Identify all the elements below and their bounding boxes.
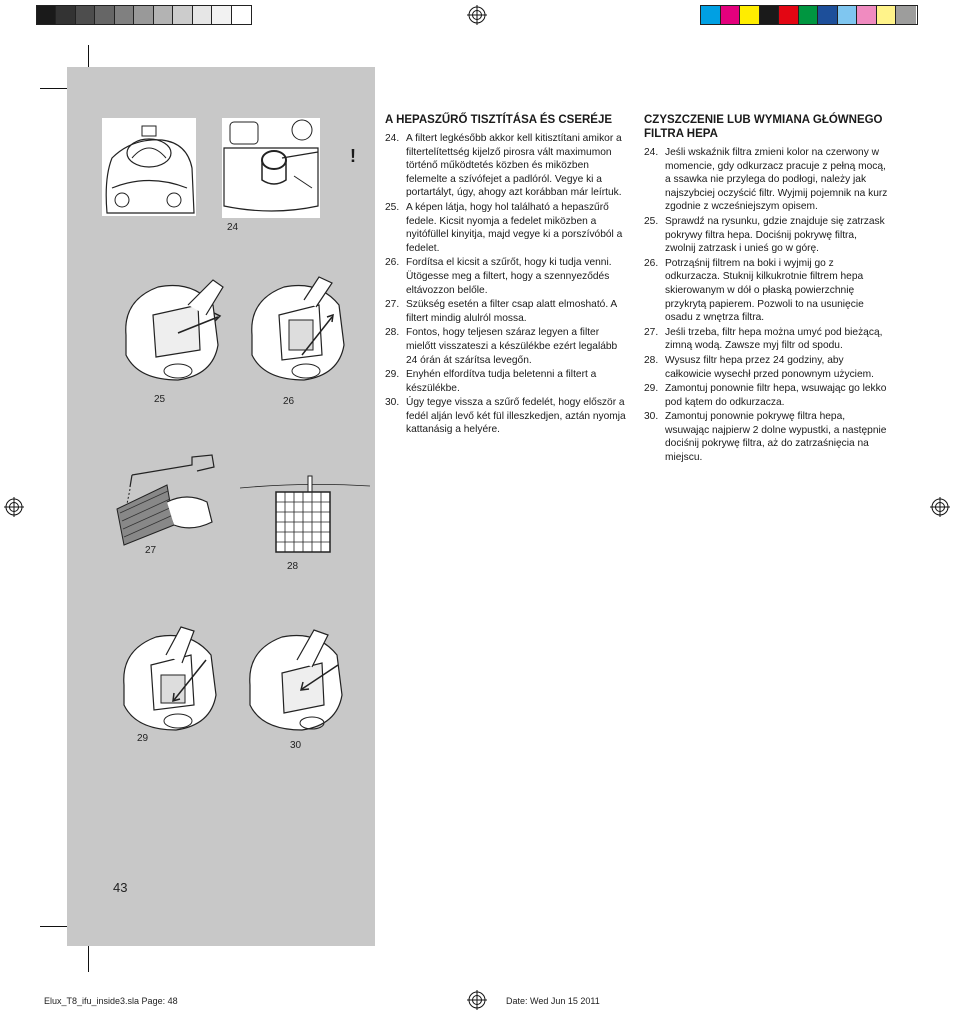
polish-column [644, 113, 888, 466]
list-item [644, 215, 888, 256]
step-number: 25. [644, 215, 659, 227]
gray-swatch [95, 6, 114, 24]
step-text: Enyhén elfordítva tudja beletenni a filtert a készülékbe. [406, 369, 597, 394]
list-item [385, 132, 629, 200]
step-text: A képen látja, hogy hol található a hepaszűrő fedele. Kicsit nyomja a fedelet miközben a nyitófüllel kinyitja, majd vegye ki a porszívóból a fedelet. [406, 201, 623, 254]
step-number: 27. [644, 326, 659, 338]
list-item [385, 298, 629, 325]
step-number: 24. [644, 147, 659, 158]
figure-label: 28 [287, 561, 299, 572]
step-number: 26. [385, 257, 400, 269]
step-text: Jeśli trzeba, filtr hepa można umyć pod bieżącą, zimną wodą. Zawsze myj filtr od spodu. [665, 326, 883, 352]
list-item [644, 382, 888, 409]
step-text: Potrząśnij filtrem na boki i wyjmij go z odkurzacza. Stuknij kilkukrotnie filtrem hepa skierowanym w dół o płaską powierzchnię przykrytą papierem. Pozwoli to na usunięcie osadu z wnętrza filtra. [665, 257, 864, 324]
color-swatch [721, 6, 741, 24]
list-item [644, 354, 888, 381]
registration-mark-left [4, 497, 24, 517]
step-text: Fordítsa el kicsit a szűrőt, hogy ki tudja venni. Ütögesse meg a filtert, hogy a szennyeződés eltávozzon belőle. [406, 257, 612, 296]
process-color-bar [700, 5, 918, 25]
color-swatch [760, 6, 780, 24]
figure-27-illustration [112, 447, 222, 547]
color-swatch [877, 6, 897, 24]
file-slug: Elux_T8_ifu_inside3.sla Page: 48 [44, 996, 178, 1006]
step-text: Jeśli wskaźnik filtra zmieni kolor na czerwony w momencie, gdy odkurzacz pracuje z pełną mocą, a ssawka nie przylega do podłogi, należy jak najszybciej oczyścić filtr. Wyjmij pojemnik na kurz zgodnie z wcześniejszym opisem. [665, 147, 888, 213]
color-swatch [838, 6, 858, 24]
list-item [644, 326, 888, 353]
step-number: 28. [644, 354, 659, 366]
registration-mark-bottom [467, 990, 487, 1010]
step-text: Úgy tegye vissza a szűrő fedelét, hogy először a fedél alján levő két fül illeszkedjen, aztán nyomja kattanásig a helyére. [406, 397, 626, 436]
polish-heading: CZYSZCZENIE LUB WYMIANA GŁÓWNEGO FILTRA HEPA [644, 114, 883, 140]
step-number: 26. [644, 257, 659, 269]
step-text: Zamontuj ponownie filtr hepa, wsuwając go lekko pod kątem do odkurzacza. [665, 383, 887, 408]
polish-steps [644, 146, 888, 465]
color-swatch [818, 6, 838, 24]
color-swatch [896, 6, 916, 24]
figure-label: 27 [145, 545, 157, 556]
step-text: Szükség esetén a filter csap alatt elmosható. A filtert mindig alulról mossa. [406, 299, 617, 324]
hungarian-heading: A HEPASZŰRŐ TISZTÍTÁSA ÉS CSERÉJE [385, 114, 613, 126]
color-swatch [740, 6, 760, 24]
hungarian-steps [385, 132, 629, 437]
gray-swatch [76, 6, 95, 24]
color-swatch [799, 6, 819, 24]
figure-24a-illustration [102, 118, 196, 216]
gray-swatch [134, 6, 153, 24]
list-item [385, 368, 629, 395]
figure-label: 26 [283, 396, 295, 407]
step-text: Fontos, hogy teljesen száraz legyen a filter mielőtt visszateszi a készülékbe ezért legalább 24 órán át szárítsa levegőn. [406, 327, 618, 366]
figure-label: 24 [227, 222, 239, 233]
step-number: 29. [385, 369, 400, 381]
page-number: 43 [113, 880, 128, 895]
figure-30-illustration [242, 625, 352, 735]
list-item [644, 257, 888, 325]
step-text: Sprawdź na rysunku, gdzie znajduje się zatrzask pokrywy filtra hepa. Dociśnij pokrywę filtra, zwolnij zatrzask i unieś go w górę. [665, 215, 885, 255]
gray-swatch [115, 6, 134, 24]
registration-mark-right [930, 497, 950, 517]
list-item [644, 410, 888, 464]
list-item [385, 201, 629, 255]
step-number: 29. [644, 383, 659, 395]
figure-label: 25 [154, 394, 166, 405]
step-number: 30. [385, 397, 400, 409]
gray-swatch [154, 6, 173, 24]
gray-swatch [37, 6, 56, 24]
color-swatch [701, 6, 721, 24]
figure-25-illustration [118, 275, 228, 385]
figure-label: 29 [137, 733, 149, 744]
caution-exclamation: ! [350, 146, 356, 166]
list-item [385, 396, 629, 437]
gray-swatch [173, 6, 192, 24]
step-number: 27. [385, 299, 400, 311]
step-number: 28. [385, 327, 400, 339]
color-swatch [857, 6, 877, 24]
figure-28-illustration [240, 470, 370, 560]
step-number: 24. [385, 133, 400, 144]
gray-swatch [212, 6, 231, 24]
figure-24b-illustration [222, 118, 320, 218]
gray-swatch [56, 6, 75, 24]
figure-29-illustration [116, 625, 226, 735]
figure-label: 30 [290, 740, 302, 751]
gray-swatch [232, 6, 251, 24]
list-item [385, 326, 629, 367]
step-number: 25. [385, 201, 400, 213]
list-item [385, 256, 629, 297]
figure-26-illustration [244, 275, 354, 385]
step-text: Zamontuj ponownie pokrywę filtra hepa, wsuwając najpierw 2 dolne wypustki, a następnie dociśnij pokrywę filtra, aż do zatrzaśnięcia na miejscu. [665, 411, 887, 464]
hungarian-column [385, 113, 629, 438]
date-slug: Date: Wed Jun 15 2011 [506, 996, 600, 1006]
color-swatch [779, 6, 799, 24]
gray-swatch [193, 6, 212, 24]
step-text: Wysusz filtr hepa przez 24 godziny, aby całkowicie wysechł przed ponownym użyciem. [665, 354, 874, 380]
list-item [644, 146, 888, 214]
step-number: 30. [644, 411, 659, 423]
grayscale-color-bar [36, 5, 252, 25]
registration-mark-top [467, 5, 487, 25]
step-text: A filtert legkésőbb akkor kell kitisztítani amikor a filtertelítettség kijelző pirosra vált maximumon történő működtetés közben és miközben felemelte a szívófejet a padlóról. Vegye ki a portartályt, úgy, ahogy azt korábban már leírtuk. [406, 133, 622, 199]
